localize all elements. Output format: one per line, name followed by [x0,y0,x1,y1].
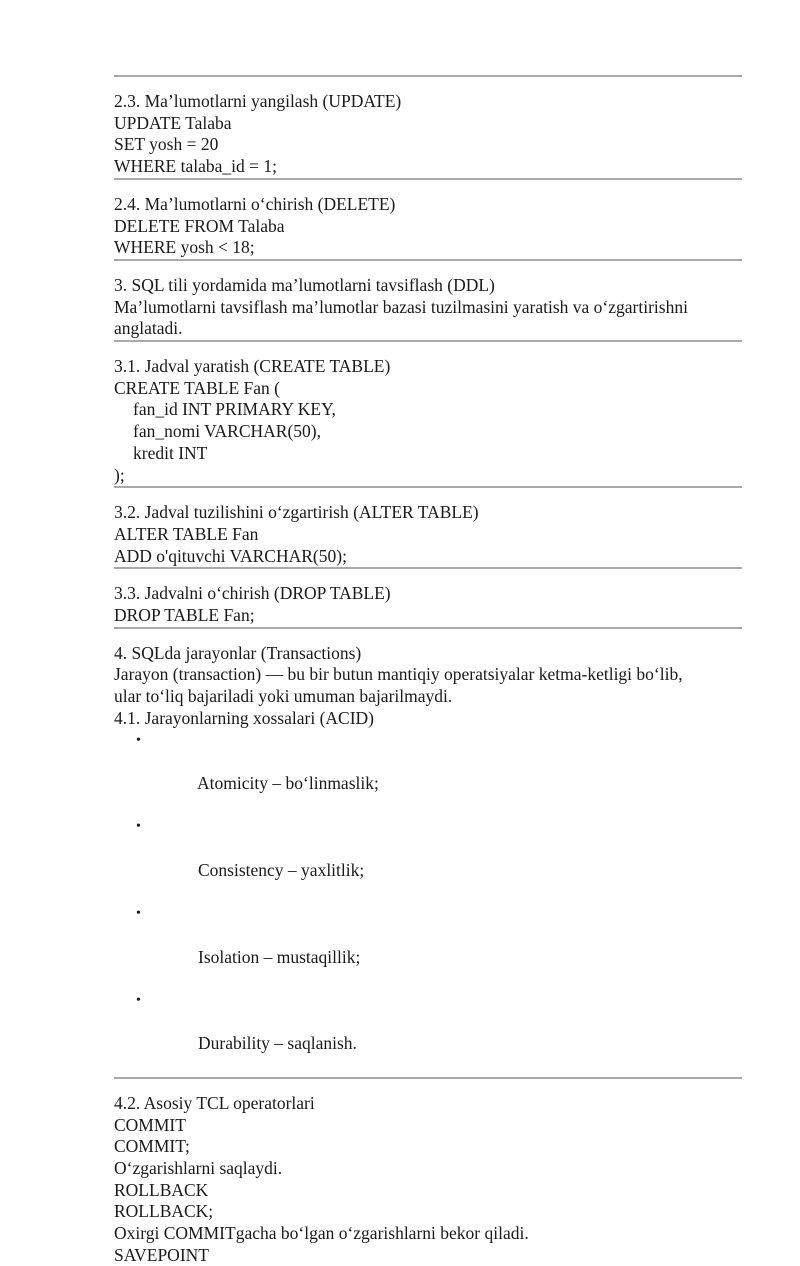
list-item-text: Isolation – mustaqillik; [198,946,361,967]
section-heading: 3.3. Jadvalni o‘chirish (DROP TABLE) [114,583,391,604]
code-line: ADD o'qituvchi VARCHAR(50); [114,545,347,566]
section-alter-table [114,488,742,567]
paragraph-line: O‘zgarishlarni saqlaydi. [114,1157,283,1178]
section-tcl [114,1079,742,1266]
paragraph: Ma’lumotlarni tavsiflash ma’lumotlar bazasi tuzilmasini yaratish va o‘zgartirishni anglatadi. [114,296,688,339]
code-line: COMMIT [114,1114,186,1135]
list-item [114,903,742,990]
section-drop-table [114,569,742,626]
section-ddl [114,261,742,340]
section-delete [114,180,742,259]
paragraph-line: Jarayon (transaction) — bu bir butun mantiqiy operatsiyalar ketma-ketligi bo‘lib, [114,664,683,685]
bullet-icon: • [136,732,141,748]
code-line: kredit INT [133,442,208,463]
paragraph-line: Oxirgi COMMITgacha bo‘lgan o‘zgarishlarni bekor qiladi. [114,1223,529,1244]
section-create-table [114,342,742,486]
section-heading: 4. SQLda jarayonlar (Transactions) [114,642,362,663]
code-line: COMMIT; [114,1136,190,1157]
list-item-text: Atomicity – bo‘linmaslik; [197,772,379,793]
section-heading: 3.1. Jadval yaratish (CREATE TABLE) [114,356,391,377]
subsection-heading: 4.1. Jarayonlarning xossalari (ACID) [114,707,375,728]
code-line: WHERE talaba_id = 1; [114,156,277,177]
section-transactions [114,629,742,1077]
code-line: CREATE TABLE Fan ( [114,377,280,398]
list-item [114,730,742,817]
acid-list [114,730,742,1077]
code-line: UPDATE Talaba [114,112,232,133]
bullet-icon: • [136,819,141,835]
bullet-icon: • [136,993,141,1009]
code-line: ALTER TABLE Fan [114,523,259,544]
code-line: ); [114,464,125,485]
list-item [114,990,742,1077]
code-line: SAVEPOINT [114,1244,209,1265]
list-item [114,816,742,903]
code-line: WHERE yosh < 18; [114,237,255,258]
section-heading: 4.2. Asosiy TCL operatorlari [114,1092,315,1113]
code-line: ROLLBACK [114,1179,209,1200]
section-heading: 3.2. Jadval tuzilishini o‘zgartirish (ALTER TABLE) [114,502,479,523]
section-heading: 2.4. Ma’lumotlarni o‘chirish (DELETE) [114,193,396,214]
paragraph-line: ular to‘liq bajariladi yoki umuman bajarilmaydi. [114,686,453,707]
section-update [114,77,742,178]
bullet-icon: • [136,906,141,922]
code-line: fan_id INT PRIMARY KEY, [133,399,336,420]
code-line: SET yosh = 20 [114,134,219,155]
document-page [114,75,742,1266]
section-heading: 2.3. Ma’lumotlarni yangilash (UPDATE) [114,91,402,111]
list-item-text: Durability – saqlanish. [198,1033,357,1054]
section-heading: 3. SQL tili yordamida ma’lumotlarni tavsiflash (DDL) [114,274,495,295]
list-item-text: Consistency – yaxlitlik; [198,859,365,880]
code-line: DELETE FROM Talaba [114,215,285,236]
code-line: DROP TABLE Fan; [114,605,255,626]
code-line: ROLLBACK; [114,1201,214,1222]
code-line: fan_nomi VARCHAR(50), [133,421,321,442]
